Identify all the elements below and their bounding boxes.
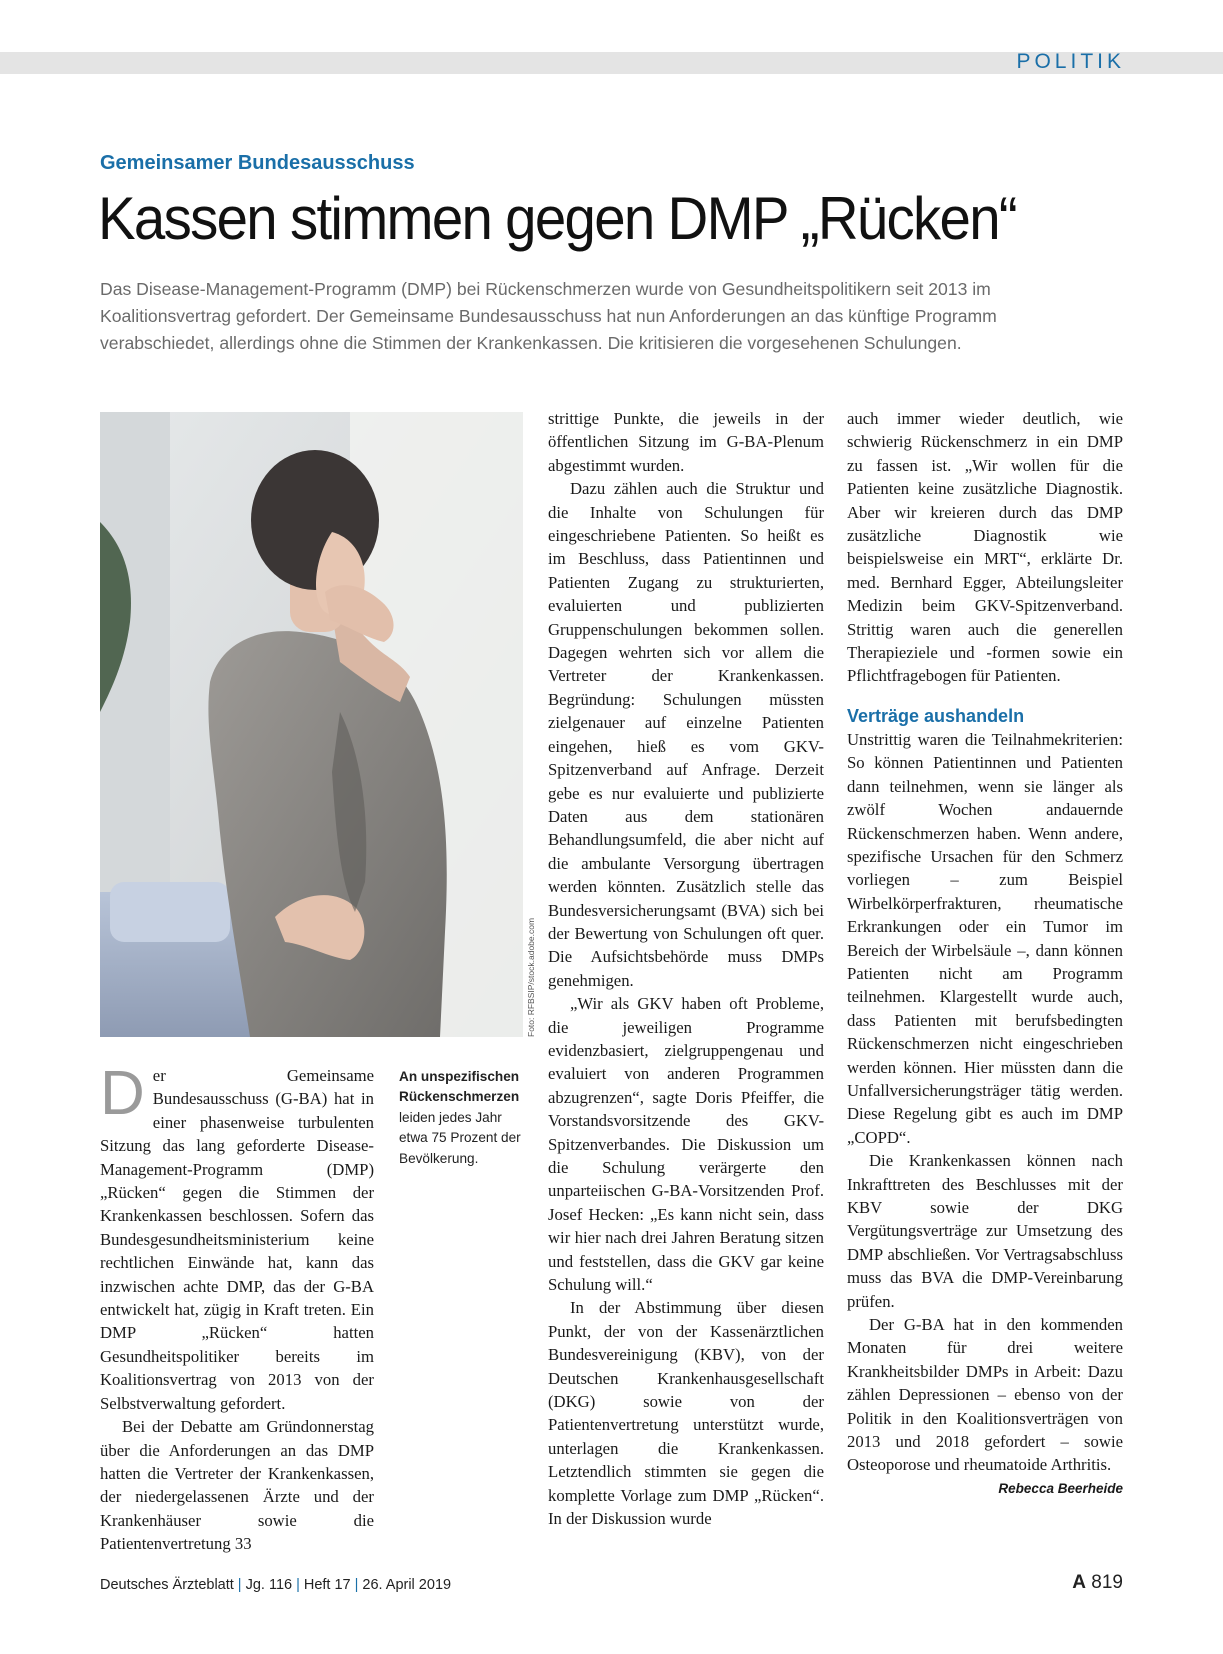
journal-name: Deutsches Ärzteblatt <box>100 1577 234 1593</box>
date: 26. April 2019 <box>362 1577 452 1593</box>
column-1 <box>100 1059 374 1556</box>
footer-citation <box>100 1577 451 1593</box>
paragraph: Bei der Debatte am Gründonnerstag über die Anforderungen an das DMP hatten die Vertreter der Krankenkassen, der niedergelassenen Ärzte und der Krankenhäuser sowie die Patientenvertretung 33 <box>100 1417 374 1554</box>
paragraph: strittige Punkte, die jeweils in der öffentlichen Sitzung im G-BA-Plenum abgestimmt wurden. <box>548 409 824 475</box>
author-name: Rebecca Beerheide <box>998 1480 1123 1496</box>
separator: | <box>237 1577 242 1593</box>
photo-caption <box>399 1067 529 1169</box>
paragraph: er Gemeinsame Bundesausschuss (G-BA) hat in einer phasenweise turbulenten Sitzung das lang geforderte Disease-Management-Programm (DMP) „Rücken“ gegen die Stimmen der Krankenkassen beschlossen. Sofern das Bundesgesundheitsministerium keine rechtlichen Einwände hat, kann das inzwischen achte DMP, das der G-BA entwickelt hat, zügig in Kraft treten. Ein DMP „Rücken“ hatten Gesundheitspolitiker bereits im Koalitionsvertrag von 2013 von der Selbstverwaltung gefordert. <box>100 1066 374 1413</box>
separator: | <box>354 1577 359 1593</box>
article-lead: Das Disease-Management-Programm (DMP) bei Rückenschmerzen wurde von Gesundheitspolitikern seit 2013 im Koalitionsvertrag gefordert. Der Gemeinsame Bundesausschuss hat nun Anforderungen an das künftige Programm verabschiedet, allerdings ohne die Stimmen der Krankenkassen. Die kritisieren die vorgesehenen Schulungen. <box>100 279 997 353</box>
paragraph: Unstrittig waren die Teilnahmekriterien: So können Patientinnen und Patienten dann teilnehmen, wenn sie länger als zwölf Wochen andauernde Rückenschmerzen haben. Wenn andere, spezifische Ursachen für den Schmerz vorliegen – zum Beispiel Wirbelkörperfrakturen, rheumatische Erkrankungen oder ein Tumor im Bereich der Wirbelsäule –, dann können Patienten nicht am Programm teilnehmen. Klargestellt wurde auch, dass Patienten mit berufsbedingten Rückenschmerzen nicht eingeschrieben werden können. Hier müssten dann die Unfallversicherungsträger tätig werden. Diese Regelung gibt es auch im DMP „COPD“. <box>847 729 1123 1147</box>
photo-credit: Foto: RFBSIP/stock.adobe.com <box>526 917 536 1037</box>
volume: Jg. 116 <box>245 1577 293 1593</box>
caption-bold: An unspezifischen Rückenschmerzen <box>399 1069 520 1105</box>
issue: Heft 17 <box>303 1577 351 1593</box>
paragraph: auch immer wieder deutlich, wie schwierig Rückenschmerz in ein DMP zu fassen ist. „Wir wollen für die Patienten keine zusätzliche Diagnostik. Aber wir kreieren durch das DMP zusätzliche Diagnostik wie beispielsweise ein MRT“, erklärte Dr. med. Bernhard Egger, Abteilungsleiter Medizin beim GKV-Spitzenverband. Strittig waren auch die generellen Therapieziele und -formen sowie ein Pflichtfragebogen für Patienten. <box>847 409 1123 686</box>
article-headline: Kassen stimmen gegen DMP „Rücken“ <box>98 185 1017 252</box>
paragraph-text: Der G-BA hat in den kommenden Monaten für drei weitere Krankheitsbilder DMPs in Arbeit: Dazu zählen Depressionen – ebenso von der Politik in den Koalitionsverträgen von 2013 und 2018 gefordert – sowie Osteoporose und rheumatoide Arthritis. <box>847 1315 1123 1475</box>
drop-cap: D <box>100 1059 145 1128</box>
section-label: POLITIK <box>1016 50 1125 73</box>
paragraph: „Wir als GKV haben oft Probleme, die jeweiligen Programme evidenzbasiert, zielgruppengenau und evaluiert von anderen Programmen abzugrenzen“, sagte Doris Pfeiffer, die Vorstandsvorsitzende des GKV-Spitzenverbandes. Die Diskussion um die Schulung verärgerte den unparteiischen G-BA-Vorsitzenden Prof. Josef Hecken: „Es kann nicht sein, dass wir hier nach drei Jahren Beratung sitzen und feststellen, dass die GKV gar keine Schulung will.“ <box>548 994 824 1295</box>
separator: | <box>296 1577 300 1593</box>
page-prefix: A <box>1072 1572 1087 1593</box>
column-2 <box>548 407 824 1531</box>
page-number-value: 819 <box>1091 1572 1123 1593</box>
paragraph: Dazu zählen auch die Struktur und die Inhalte von Schulungen für eingeschriebene Patienten. So heißt es im Beschluss, dass Patientinnen und Patienten Zugang zu strukturierten, evaluierten und publizierten Gruppenschulungen bekommen sollen. Dagegen wehrten sich vor allem die Vertreter der Krankenkassen. Begründung: Schulungen müssten zielgenauer auf einzelne Patienten eingehen, hieß es vom GKV-Spitzenverband auf Anfrage. Derzeit gebe es nur evaluierte und publizierte Daten aus dem stationären Behandlungsumfeld, die aber nicht auf die ambulante Versorgung übertragen werden könnten. Zusätzlich stelle das Bundesversicherungsamt (BVA) sich bei der Bewertung von Schulungen oft quer. Die Aufsichtsbehörde muss DMPs genehmigen. <box>548 479 824 990</box>
paragraph: In der Abstimmung über diesen Punkt, der von der Kassenärztlichen Bundesvereinigung (KBV), von der Deutschen Krankenhausgesellschaft (DKG) sowie von der Patientenvertretung unterstützt wurde, unterlagen die Krankenkassen. Letztendlich stimmten sie gegen die komplette Vorlage zum DMP „Rücken“. In der Diskussion wurde <box>548 1298 824 1529</box>
caption-text: leiden jedes Jahr etwa 75 Prozent der Bevölkerung. <box>399 1109 521 1166</box>
subheading: Verträge aushandeln <box>847 705 1025 726</box>
paragraph: Die Krankenkassen können nach Inkrafttreten des Beschlusses mit der KBV sowie der DKG Vergütungsverträge zur Umsetzung des DMP abschließen. Vor Vertragsabschluss muss das BVA die DMP-Vereinbarung prüfen. <box>847 1151 1123 1311</box>
column-3 <box>847 407 1123 1500</box>
paragraph <box>847 1313 1123 1496</box>
article-photo <box>100 412 523 1037</box>
page-number <box>1072 1572 1123 1594</box>
article-kicker: Gemeinsamer Bundesausschuss <box>100 152 415 174</box>
